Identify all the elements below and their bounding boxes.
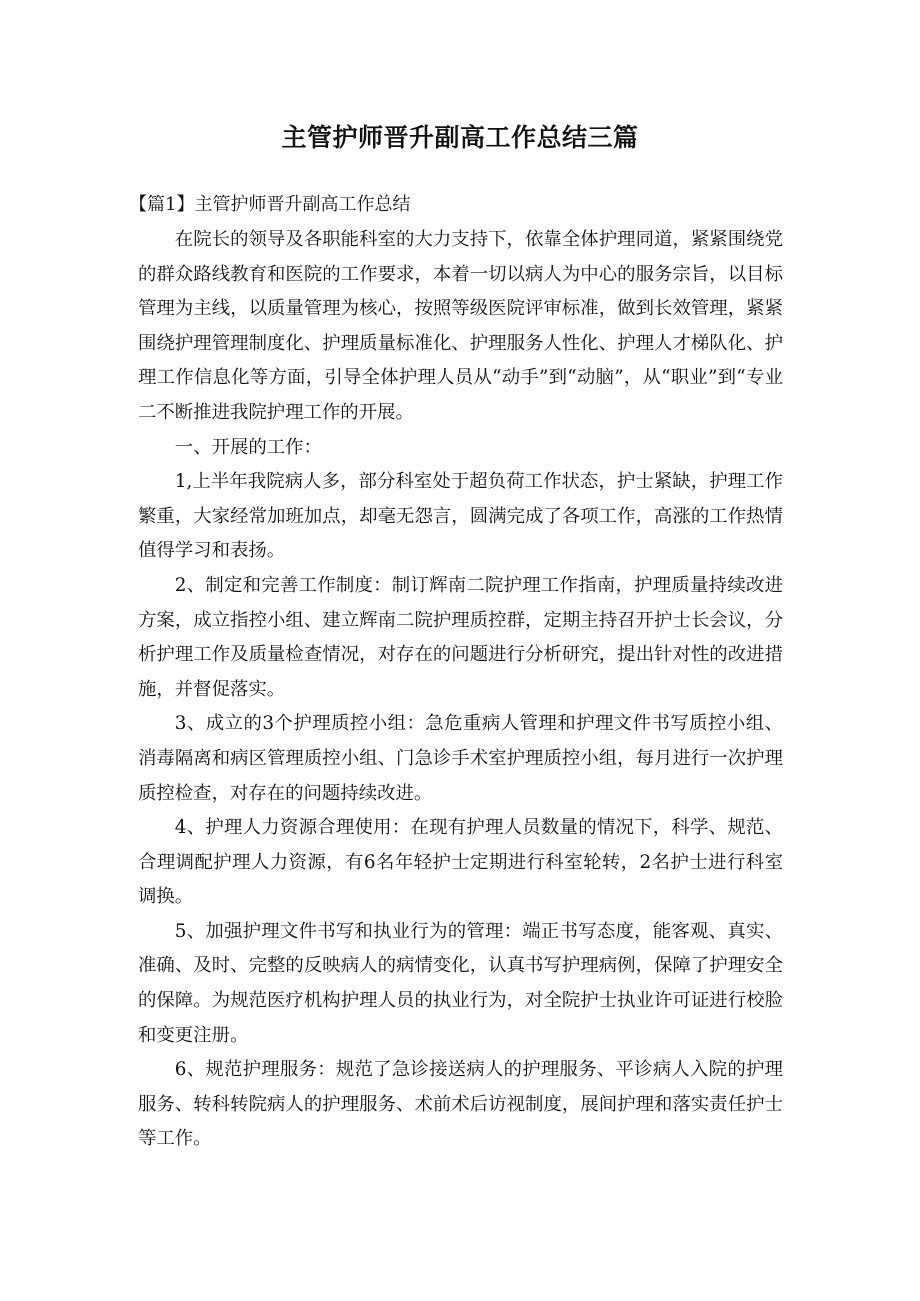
paragraph-item-1: 1,上半年我院病人多，部分科室处于超负荷工作状态，护士紧缺，护理工作繁重，大家经常加班加点，却毫无怨言，圆满完成了各项工作，高涨的工作热情值得学习和表扬。 [138,471,783,562]
paragraph-subheading: 一、开展的工作： [174,436,322,458]
paragraph-item-4: 4、护理人力资源合理使用：在现有护理人员数量的情况下，科学、规范、合理调配护理人力资源，有6名年轻护士定期进行科室轮转，2名护士进行科室调换。 [138,817,783,908]
paragraph-intro: 在院长的领导及各职能科室的大力支持下，依靠全体护理同道，紧紧围绕党的群众路线教育和医院的工作要求，本着一切以病人为中心的服务宗旨，以目标管理为主线，以质量管理为核心，按照等级医院评审标准，做到长效管理，紧紧围绕护理管理制度化、护理质量标准化、护理服务人性化、护理人才梯队化、护理工作信息化等方面，引导全体护理人员从“动手”到“动脑”，从“职业”到“专业二不断推进我院护理工作的开展。 [138,229,783,423]
paragraph-item-2: 2、制定和完善工作制度：制订辉南二院护理工作指南，护理质量持续改进方案，成立指控小组、建立辉南二院护理质控群，定期主持召开护士长会议，分析护理工作及质量检查情况，对存在的问题进行分析研究，提出针对性的改进措施，并督促落实。 [138,574,783,700]
paragraph-item-6: 6、规范护理服务：规范了急诊接送病人的护理服务、平诊病人入院的护理服务、转科转院病人的护理服务、术前术后访视制度，展间护理和落实责任护士等工作。 [138,1059,783,1150]
section-heading: 【篇1】主管护师晋升副高工作总结 [129,194,411,215]
document-title: 主管护师晋升副高工作总结三篇 [281,123,639,152]
document-body [138,223,783,1157]
paragraph-item-3: 3、成立的3个护理质控小组：急危重病人管理和护理文件书写质控小组、消毒隔离和病区管理质控小组、门急诊手术室护理质控小组，每月进行一次护理质控检查，对存在的问题持续改进。 [138,713,783,804]
paragraph-item-5: 5、加强护理文件书写和执业行为的管理：端正书写态度，能客观、真实、准确、及时、完整的反映病人的病情变化，认真书写护理病例，保障了护理安全的保障。为规范医疗机构护理人员的执业行为，对全院护士执业许可证进行校脸和变更注册。 [138,920,783,1046]
